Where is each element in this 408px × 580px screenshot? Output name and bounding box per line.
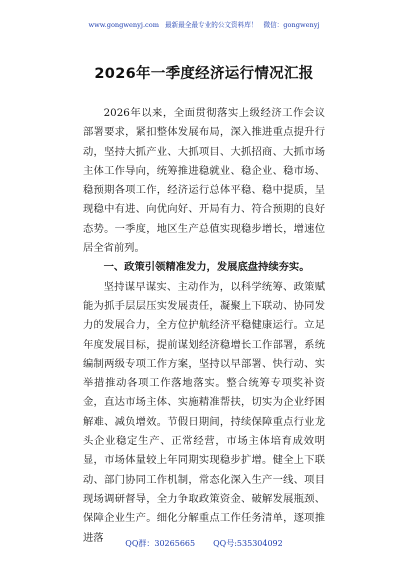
page-title: 2026年一季度经济运行情况汇报 <box>94 66 314 82</box>
qq-number-text: QQ号:535304092 <box>213 539 283 548</box>
document-body <box>83 104 325 548</box>
section-heading: 一、政策引领精准发力，发展底盘持续夯实。 <box>103 261 310 274</box>
tagline-text: 最新最全最专业的公文资料库！ <box>165 21 258 29</box>
footer-bar <box>0 538 408 550</box>
qq-group-text: QQ群：30265665 <box>125 539 196 548</box>
header-bar <box>0 20 408 30</box>
website-link[interactable]: www.gongwenyj.com <box>88 21 159 29</box>
intro-paragraph: 2026年以来，全面贯彻落实上级经济工作会议部署要求，紧扣整体发展布局，深入推进重点提升行动，坚持大抓产业、大抓项目、大抓招商、大抓市场主体工作导向，统筹推进稳就业、稳企业、稳市场、稳预期各项工作，经济运行总体平稳、稳中提质，呈现稳中有进、向优向好、开局有力、符合预期的良好态势。一季度，地区生产总值实现稳步增长，增速位居全省前列。 <box>83 107 325 255</box>
body-paragraph: 坚持谋早谋实、主动作为，以科学统筹、政策赋能为抓手层层压实发展责任，凝聚上下联动、协同发力的发展合力，全方位护航经济平稳健康运行。立足年度发展目标，提前谋划经济稳增长工作部署，系统编制两级专项工作方案，坚持以早部署、快行动、实举措推动各项工作落地落实。整合统筹专项奖补资金，直达市场主体、实施精准帮扶，切实为企业纾困解难、减负增效。节假日期间，持续保障重点行业龙头企业稳定生产、正常经营，市场主体培育成效明显，市场体量较上年同期实现稳步扩增。健全上下联动、部门协同工作机制，常态化深入生产一线、项目现场调研督导，全力争取政策资金、破解发展瓶颈、保障企业生产。细化分解重点工作任务清单，逐项推进落 <box>83 280 325 544</box>
wechat-text: 微信：gongwenyj <box>263 21 320 29</box>
